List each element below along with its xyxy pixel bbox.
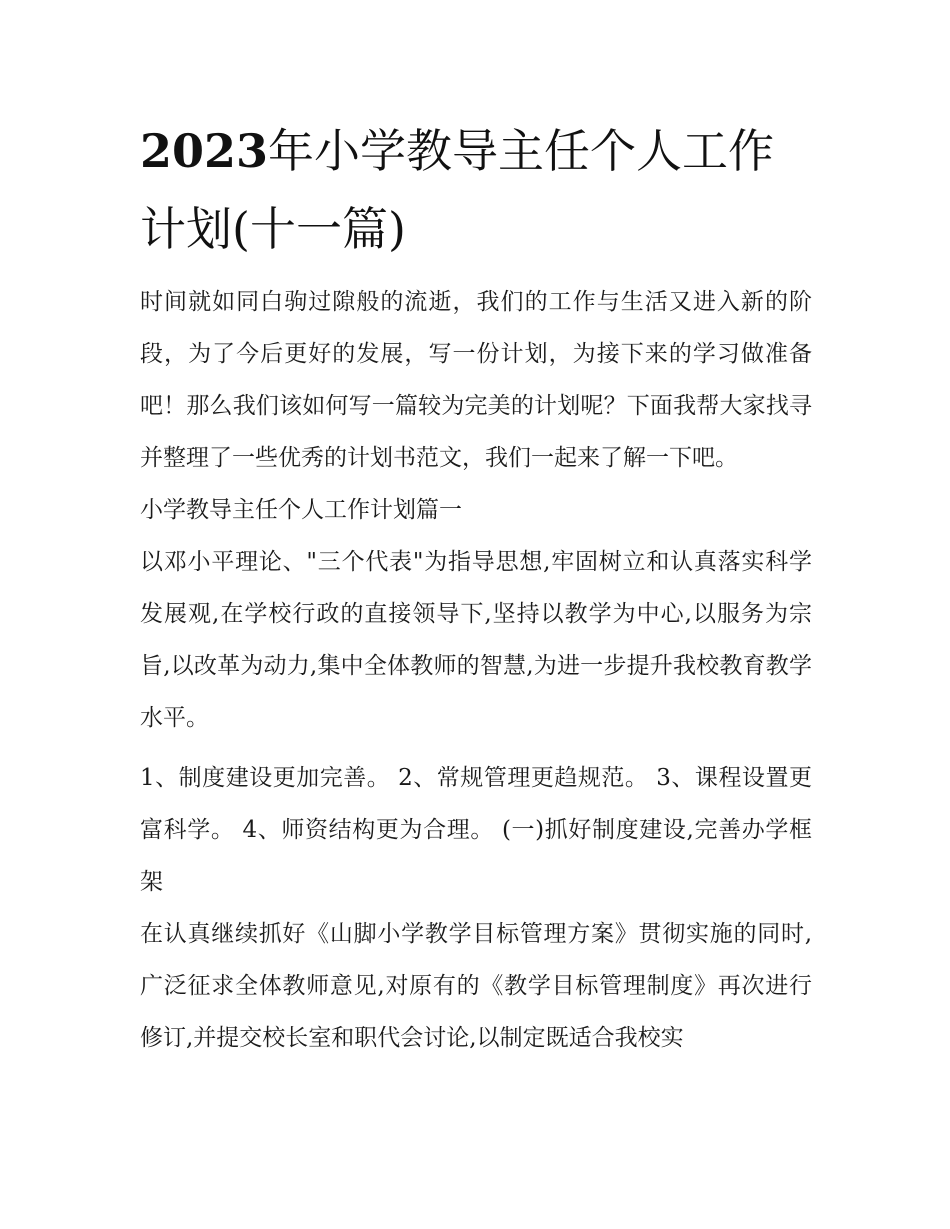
document-title	[140, 112, 812, 268]
title-year: 2023	[140, 124, 269, 178]
body-paragraph-3: 在认真继续抓好《山脚小学教学目标管理方案》贯彻实施的同时,广泛征求全体教师意见,对原有的《教学目标管理制度》再次进行修订,并提交校长室和职代会讨论,以制定既适合我校实	[140, 921, 812, 1051]
title-line-2: 计划(十一篇)	[140, 202, 406, 256]
document-page	[140, 112, 812, 1064]
section-heading: 小学教导主任个人工作计划篇一	[140, 497, 462, 523]
body-paragraph-2: 1、制度建设更加完善。 2、常规管理更趋规范。 3、课程设置更富科学。 4、师资结构更为合理。 (一)抓好制度建设,完善办学框架	[140, 765, 812, 895]
body-paragraph-1: 以邓小平理论、"三个代表"为指导思想,牢固树立和认真落实科学发展观,在学校行政的直接领导下,坚持以教学为中心,以服务为宗旨,以改革为动力,集中全体教师的智慧,为进一步提升我校教育教学水平。	[140, 549, 812, 731]
title-line-1	[140, 112, 812, 190]
intro-paragraph: 时间就如同白驹过隙般的流逝，我们的工作与生活又进入新的阶段，为了今后更好的发展，写一份计划，为接下来的学习做准备吧！那么我们该如何写一篇较为完美的计划呢？下面我帮大家找寻并整理了一些优秀的计划书范文，我们一起来了解一下吧。	[140, 289, 812, 471]
title-line-1-text: 年小学教导主任个人工作	[268, 124, 775, 178]
